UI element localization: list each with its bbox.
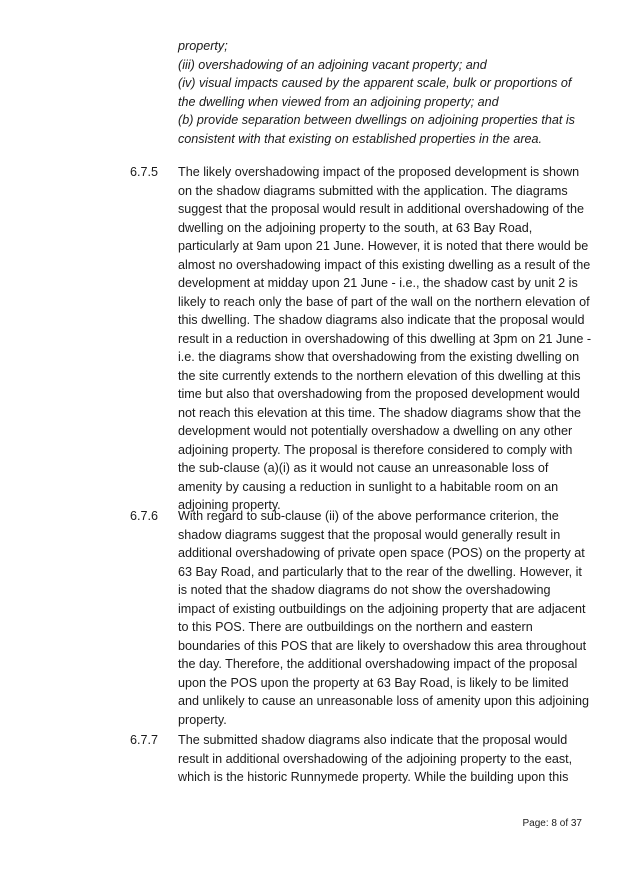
paragraph-body [178,507,589,729]
paragraph-line: amenity by causing a reduction in sunlight to a habitable room on an [178,479,559,494]
paragraph-line: shadow diagrams suggest that the proposal would generally result in [178,527,561,542]
paragraph-line: development at midday upon 21 June - i.e., the shadow cast by unit 2 is [178,276,578,290]
criterion-italic-block [178,37,578,148]
paragraph-line: upon the POS upon the property at 63 Bay Road, is likely to be limited [178,675,569,690]
paragraph-line: impact of existing outbuildings on the adjoining property that are adjacent [178,601,586,616]
paragraph-body [178,731,583,787]
paragraph-line: this dwelling. The shadow diagrams also indicate that the proposal would [178,313,585,327]
paragraph-line: suggest that the proposal would result in additional overshadowing of the [178,202,585,216]
paragraph-line: likely to reach only the base of part of the wall on the northern elevation of [178,294,590,309]
paragraph-number: 6.7.6 [130,509,159,523]
paragraph-line: result in a reduction in overshadowing of this dwelling at 3pm on 21 June - [178,331,592,346]
paragraph-line: time but also that overshadowing from the proposed development would [178,387,580,401]
paragraph-line: to this POS. There are outbuildings on the northern and eastern [178,620,533,634]
paragraph-number: 6.7.5 [130,165,159,179]
paragraph-line: particularly at 9am upon 21 June. However, it is noted that there would be [178,239,589,253]
paragraph-line: 63 Bay Road, and particularly that to the rear of the dwelling. However, it [178,564,582,579]
paragraph-body [178,163,592,515]
paragraph-line: and unlikely to cause an unreasonable loss of amenity upon this adjoining [178,694,589,708]
italic-line: the dwelling when viewed from an adjoining property; and [178,94,499,109]
paragraph-line: additional overshadowing of private open space (POS) on the property at [178,546,585,560]
paragraph-number: 6.7.7 [130,733,159,747]
paragraph-line: result in additional overshadowing of the adjoining property to the east, [178,751,573,766]
paragraph-line: adjoining property. The proposal is therefore considered to comply with [178,442,573,457]
paragraph-line: development would not potentially overshadow a dwelling on any other [178,424,573,438]
paragraph-line: The likely overshadowing impact of the proposed development is shown [178,165,580,179]
paragraph-line: The submitted shadow diagrams also indicate that the proposal would [178,733,568,747]
italic-line: consistent with that existing on established properties in the area. [178,131,543,146]
paragraph-line: not reach this elevation at this time. The shadow diagrams show that the [178,405,581,420]
italic-line: property; [178,39,228,53]
italic-line: (iii) overshadowing of an adjoining vacant property; and [178,57,487,72]
paragraph-line: With regard to sub-clause (ii) of the above performance criterion, the [178,509,559,523]
paragraph-line: dwelling on the adjoining property to the south, at 63 Bay Road, [178,220,533,235]
paragraph-line: which is the historic Runnymede property. While the building upon this [178,770,569,784]
page-number-footer: Page: 8 of 37 [522,818,582,829]
paragraph-line: the site currently extends to the northern elevation of this dwelling at this [178,368,581,383]
paragraph-line: adjoining property. [178,498,281,512]
paragraph-line: the day. Therefore, the additional overshadowing impact of the proposal [178,657,578,671]
paragraph-line: the sub-clause (a)(i) as it would not cause an unreasonable loss of [178,461,549,475]
italic-line: (iv) visual impacts caused by the apparent scale, bulk or proportions of [178,76,572,90]
paragraph-line: i.e. the diagrams show that overshadowing from the existing dwelling on [178,350,580,364]
italic-line: (b) provide separation between dwellings on adjoining properties that is [178,113,575,127]
paragraph-line: almost no overshadowing impact of this existing dwelling as a result of the [178,257,591,272]
paragraph-line: property. [178,712,227,727]
paragraph-line: boundaries of this POS that are likely to overshadow this area throughout [178,638,587,653]
paragraph-line: on the shadow diagrams submitted with the application. The diagrams [178,183,568,198]
paragraph-line: is noted that the shadow diagrams do not show the overshadowing [178,583,551,597]
